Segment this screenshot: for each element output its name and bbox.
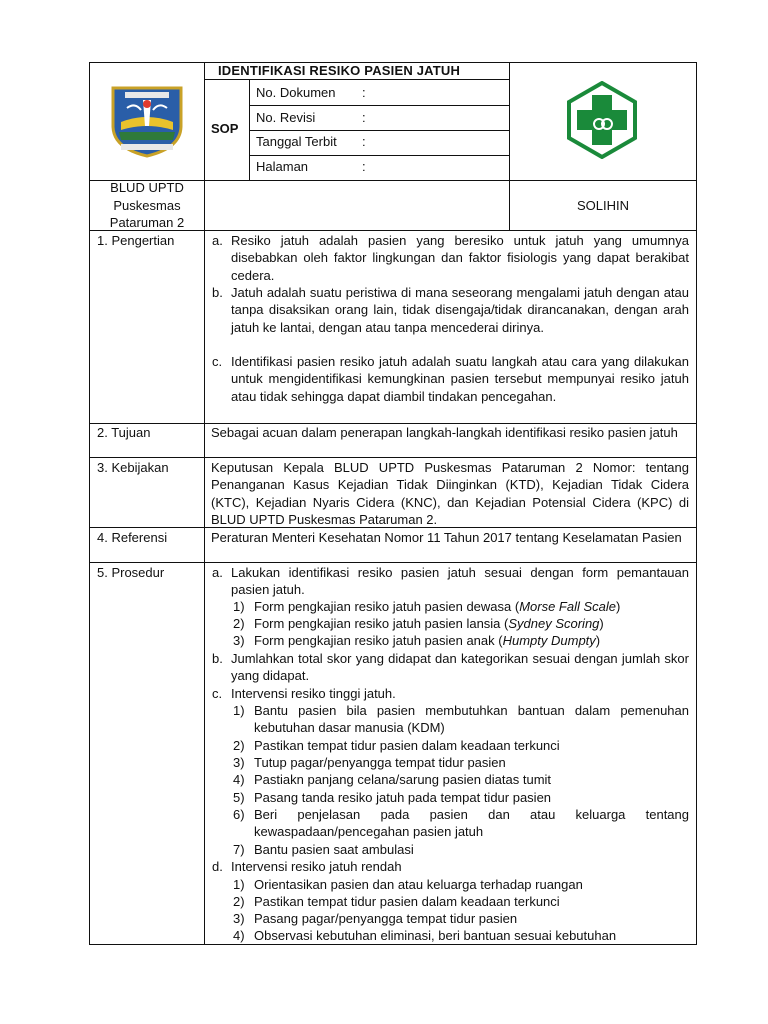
sub-mark: 1) <box>233 877 245 892</box>
sub-mark: 3) <box>233 911 245 926</box>
section-line <box>89 562 697 563</box>
prosedur-d-sub-item: Pastikan tempat tidur pasien dalam keadaan terkunci <box>254 894 560 909</box>
item-mark: a. <box>212 233 223 248</box>
item-mark: c. <box>212 686 223 701</box>
item-mark: c. <box>212 354 223 369</box>
prosedur-item-b: Jumlahkan total skor yang didapat dan kategorikan sesuai dengan jumlah skor yang didapat. <box>231 651 689 684</box>
sop-label: SOP <box>211 121 239 136</box>
prosedur-c-sub-item: Beri penjelasan pada pasien dan atau keluarga tentang kewaspadaan/pencegahan pasien jatuh <box>254 807 689 840</box>
field-no-dokumen: No. Dokumen <box>256 85 336 100</box>
field-sep: : <box>362 159 366 174</box>
field-row-line <box>249 130 510 131</box>
puskesmas-green-cross-icon <box>563 81 641 159</box>
org-line: Pataruman 2 <box>109 215 185 230</box>
field-sep: : <box>362 85 366 100</box>
item-mark: a. <box>212 565 223 580</box>
org-line: Puskesmas <box>113 197 181 213</box>
item-mark: b. <box>212 651 223 666</box>
field-row-line <box>249 105 510 106</box>
prosedur-item-a: Lakukan identifikasi resiko pasien jatuh sesuai dengan form pemantauan pasien jatuh. <box>231 565 689 598</box>
sub-mark: 2) <box>233 894 245 909</box>
sub-mark: 1) <box>233 599 245 614</box>
sub-mark: 3) <box>233 633 245 648</box>
regional-emblem-icon <box>107 86 187 158</box>
kebijakan-text: Keputusan Kepala BLUD UPTD Puskesmas Pataruman 2 Nomor: tentang Penanganan Kasus Kejadian Tidak Diinginkan (KTD), Kejadian Tidak Cidera (KTC), Kejadian Nyaris Cidera (KNC), dan Kejadian Potensial Cidera (KPC) di BLUD UPTD Puskesmas Pataruman 2. <box>211 460 689 527</box>
section-label-prosedur: 5. Prosedur <box>97 565 165 580</box>
item-mark: b. <box>212 285 223 300</box>
field-sep: : <box>362 134 366 149</box>
sub-mark: 4) <box>233 928 245 943</box>
section-label-referensi: 4. Referensi <box>97 530 168 545</box>
prosedur-c-sub-item: Bantu pasien bila pasien membutuhkan bantuan dalam pemenuhan kebutuhan dasar manusia (KDM) <box>254 703 689 736</box>
prosedur-item-c: Intervensi resiko tinggi jatuh. <box>231 686 396 701</box>
prosedur-c-sub-item: Pasang tanda resiko jatuh pada tempat tidur pasien <box>254 790 552 805</box>
field-no-revisi: No. Revisi <box>256 110 316 125</box>
sub-mark: 2) <box>233 616 245 631</box>
tujuan-text: Sebagai acuan dalam penerapan langkah-langkah identifikasi resiko pasien jatuh <box>211 425 678 440</box>
section-line <box>89 457 697 458</box>
sub-mark: 7) <box>233 842 245 857</box>
prosedur-item-d: Intervensi resiko jatuh rendah <box>231 859 402 874</box>
sub-mark: 5) <box>233 790 245 805</box>
sub-mark: 6) <box>233 807 245 822</box>
referensi-text: Peraturan Menteri Kesehatan Nomor 11 Tahun 2017 tentang Keselamatan Pasien <box>211 530 682 545</box>
prosedur-c-sub-item: Tutup pagar/penyangga tempat tidur pasien <box>254 755 506 770</box>
prosedur-a-sub-item: Form pengkajian resiko jatuh pasien lansia (Sydney Scoring) <box>254 616 604 631</box>
org-line: BLUD UPTD <box>110 180 184 195</box>
section-label-pengertian: 1. Pengertian <box>97 233 175 248</box>
field-row-line <box>249 155 510 156</box>
prosedur-d-sub-item: Orientasikan pasien dan atau keluarga terhadap ruangan <box>254 877 583 892</box>
item-mark: d. <box>212 859 223 874</box>
organization-name <box>89 179 205 232</box>
prosedur-c-sub-item: Pastikan tempat tidur pasien dalam keadaan terkunci <box>254 738 560 753</box>
sub-mark: 3) <box>233 755 245 770</box>
section-label-tujuan: 2. Tujuan <box>97 425 151 440</box>
sub-mark: 1) <box>233 703 245 718</box>
prosedur-c-sub-item: Pastiakn panjang celana/sarung pasien diatas tumit <box>254 772 552 787</box>
prosedur-c-sub-item: Bantu pasien saat ambulasi <box>254 842 414 857</box>
field-halaman: Halaman <box>256 159 309 174</box>
prosedur-d-sub-item: Pasang pagar/penyangga tempat tidur pasien <box>254 911 518 926</box>
section-label-kebijakan: 3. Kebijakan <box>97 460 169 475</box>
sub-mark: 2) <box>233 738 245 753</box>
pengertian-item-c: Identifikasi pasien resiko jatuh adalah suatu langkah atau cara yang dilakukan untuk mengidentifikasi kemungkinan pasien tersebut mempunyai resiko jatuh atau tidak sehingga dapat diambil tindakan pencegahan. <box>231 354 689 404</box>
field-sep: : <box>362 110 366 125</box>
document-title: IDENTIFIKASI RESIKO PASIEN JATUH <box>218 63 461 78</box>
pengertian-item-b: Jatuh adalah suatu peristiwa di mana seseorang mengalami jatuh dengan atau tanpa disaksikan orang lain, tidak disengaja/tidak dirancanakan, dengan arah jatuh ke lantai, dengan atau tanpa mencederai dirinya. <box>231 285 689 335</box>
signatory-name: SOLIHIN <box>576 198 629 213</box>
prosedur-d-sub-item: Observasi kebutuhan eliminasi, beri bantuan sesuai kebutuhan <box>254 928 617 943</box>
pengertian-item-a: Resiko jatuh adalah pasien yang beresiko untuk jatuh yang umumnya disebabkan oleh faktor lingkungan dan faktor fisiologis yang dapat berakibat cedera. <box>231 233 689 283</box>
field-tanggal-terbit: Tanggal Terbit <box>256 134 337 149</box>
prosedur-a-sub-item: Form pengkajian resiko jatuh pasien dewasa (Morse Fall Scale) <box>254 599 621 614</box>
prosedur-a-sub-item: Form pengkajian resiko jatuh pasien anak (Humpty Dumpty) <box>254 633 601 648</box>
sub-mark: 4) <box>233 772 245 787</box>
